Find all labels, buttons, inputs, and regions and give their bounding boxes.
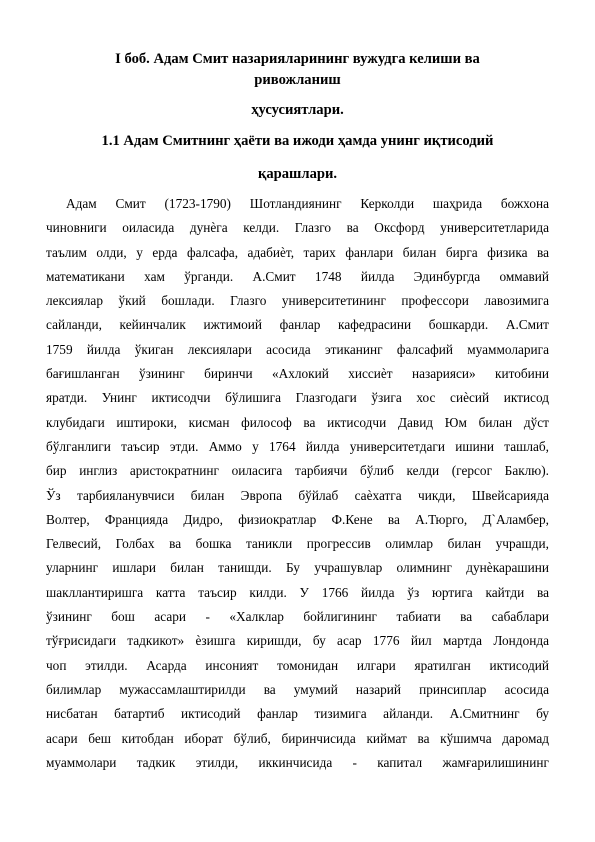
body-line: тўғрисидаги тадкикот» ѐзишга киришди, бу асар 1776 йил мартда Лондонда bbox=[46, 633, 549, 649]
chapter-title-line-2: ривожланиш bbox=[254, 72, 341, 88]
body-line: таълим олди, у ерда фалсафа, адабиѐт, тарих фанлари билан бирга физика ва bbox=[46, 244, 549, 260]
body-line: яратди. Унинг иктисодчи бўлишига Глазгодаги ўзига хос сиѐсий иктисод bbox=[46, 390, 549, 406]
body-line: муаммолари тадкик этилди, иккинчисида - капитал жамғарилишининг bbox=[46, 754, 549, 770]
body-line: Ўз тарбияланувчиси билан Эвропа бўйлаб саѐхатга чикди, Швейсарияда bbox=[46, 487, 549, 503]
chapter-subtitle: ҳусусиятлари. bbox=[251, 102, 344, 118]
body-line: сайланди, кейинчалик ижтимоий фанлар кафедрасини бошкарди. А.Смит bbox=[46, 317, 549, 333]
section-title bbox=[46, 131, 549, 185]
body-line: клубидаги иштироки, кисман философ ва иктисодчи Давид Юм билан дўст bbox=[46, 414, 549, 430]
body-line: чиновниги оиласида дунѐга келди. Глазго ва Оксфорд университетларида bbox=[46, 220, 549, 236]
body-line: лексиялар ўкий бошлади. Глазго университетининг профессори лавозимига bbox=[46, 293, 549, 309]
body-line: шакллантиришга катта таъсир килди. У 1766 йилда ўз юртига кайтди ва bbox=[46, 584, 549, 600]
body-line: уларнинг ишлари билан танишди. Бу учрашувлар олимнинг дунѐкарашини bbox=[46, 560, 549, 576]
body-line: чоп этилди. Асарда инсоният томонидан илгари яратилган иктисодий bbox=[46, 657, 549, 673]
body-line: бир инглиз аристократнинг оиласига тарбиячи бўлиб келди (герсог Баклю). bbox=[46, 463, 549, 479]
body-line: 1759 йилда ўкиган лексиялари асосида этиканинг фалсафий муаммоларига bbox=[46, 341, 549, 357]
body-line: бағишланган ўзининг биринчи «Ахлокий хиссиѐт назарияси» китобини bbox=[46, 366, 549, 382]
body-line: нисбатан батартиб иктисодий фанлар тизимига айланди. А.Смитнинг бу bbox=[46, 706, 549, 722]
section-title-line-2: қарашлари. bbox=[257, 166, 338, 182]
body-line: математикани хам ўрганди. А.Смит 1748 йилда Эдинбургда оммавий bbox=[46, 268, 549, 284]
body-line: Волтер, Францияда Дидро, физиократлар Ф.Кене ва А.Тюрго, Д`Аламбер, bbox=[46, 511, 549, 527]
chapter-title-line-1: I боб. Адам Смит назарияларининг вужудга келиши ва bbox=[115, 51, 480, 67]
body-line: Гелвесий, Голбах ва бошка таникли прогрессив олимлар билан учрашди, bbox=[46, 536, 549, 552]
body-line: Адам Смит (1723-1790) Шотландиянинг Керколди шаҳрида божхона bbox=[66, 196, 549, 211]
body-paragraph bbox=[46, 192, 549, 775]
body-line: бўлганлиги таъсир этди. Аммо у 1764 йилда университетдаги ишини ташлаб, bbox=[46, 438, 549, 454]
body-line: асари беш китобдан иборат бўлиб, биринчисида киймат ва кўшимча даромад bbox=[46, 730, 549, 746]
section-title-line-1: 1.1 Адам Смитнинг ҳаёти ва ижоди ҳамда унинг иқтисодий bbox=[101, 133, 494, 149]
body-line: ўзининг бош асари - «Халклар бойлигининг табиати ва сабаблари bbox=[46, 609, 549, 625]
body-line: билимлар мужассамлаштирилди ва умумий назарий принсиплар асосида bbox=[46, 681, 549, 697]
chapter-title bbox=[46, 49, 549, 91]
